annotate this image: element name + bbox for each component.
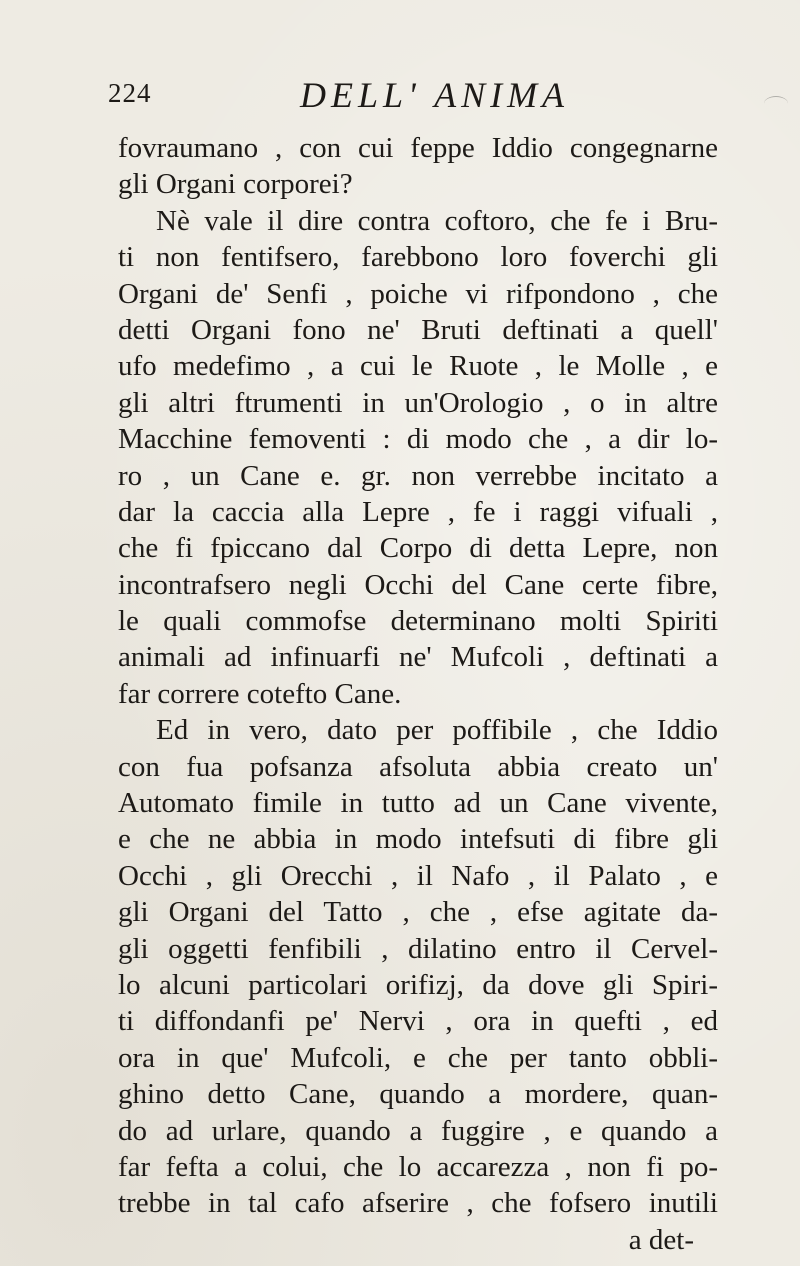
catchword: a det- [628, 1223, 694, 1256]
text-line: Organi de' Senfi , poiche vi rifpondono , che [118, 277, 718, 310]
page-header [0, 74, 800, 122]
text-line: detti Organi fono ne' Bruti deftinati a quell' [118, 313, 718, 346]
text-line: gli Organi del Tatto , che , efse agitate da- [118, 896, 718, 929]
text-line: do ad urlare, quando a fuggire , e quando a [118, 1114, 718, 1147]
ink-mark-icon [764, 96, 788, 111]
text-line: e che ne abbia in modo intefsuti di fibre gli [118, 823, 718, 856]
text-line: ufo medefimo , a cui le Ruote , le Molle , e [118, 350, 718, 383]
text-line: incontrafsero negli Occhi del Cane certe fibre, [118, 568, 718, 601]
text-line: dar la caccia alla Lepre , fe i raggi vifuali , [118, 495, 718, 528]
body-text [118, 130, 718, 1258]
text-line: ti diffondanfi pe' Nervi , ora in quefti , ed [118, 1005, 718, 1038]
text-line: gli altri ftrumenti in un'Orologio , o in altre [118, 386, 718, 419]
text-line: Macchine femoventi : di modo che , a dir lo- [118, 423, 718, 456]
page-number: 224 [108, 78, 152, 108]
text-line: Occhi , gli Orecchi , il Nafo , il Palato , e [118, 859, 718, 892]
text-line: gli oggetti fenfibili , dilatino entro il Cervel- [118, 932, 718, 965]
text-line: lo alcuni particolari orifizj, da dove gli Spiri- [118, 968, 718, 1001]
text-line: Nè vale il dire contra coftoro, che fe i Bru- [156, 204, 718, 237]
text-line: le quali commofse determinano molti Spiriti [118, 605, 718, 638]
text-line: con fua pofsanza afsoluta abbia creato un' [118, 750, 718, 783]
text-line: ora in que' Mufcoli, e che per tanto obbli- [118, 1041, 718, 1074]
text-line: animali ad infinuarfi ne' Mufcoli , deftinati a [118, 641, 718, 674]
text-line: trebbe in tal cafo afserire , che fofsero inutili [118, 1187, 718, 1220]
text-line: che fi fpiccano dal Corpo di detta Lepre, non [118, 532, 718, 565]
text-line: far correre cotefto Cane. [118, 677, 402, 710]
text-line: fovraumano , con cui feppe Iddio congegnarne [118, 132, 718, 164]
text-line: Automato fimile in tutto ad un Cane vivente, [118, 787, 718, 820]
text-line: far fefta a colui, che lo accarezza , non fi po- [118, 1150, 718, 1183]
text-line: gli Organi corporei? [118, 168, 353, 201]
text-line: ghino detto Cane, quando a mordere, quan- [118, 1078, 718, 1111]
running-head: DELL' ANIMA [300, 75, 570, 115]
text-line: ro , un Cane e. gr. non verrebbe incitato a [118, 459, 718, 492]
text-line: Ed in vero, dato per poffibile , che Iddio [156, 714, 718, 747]
text-line: ti non fentifsero, farebbono loro foverchi gli [118, 241, 718, 274]
